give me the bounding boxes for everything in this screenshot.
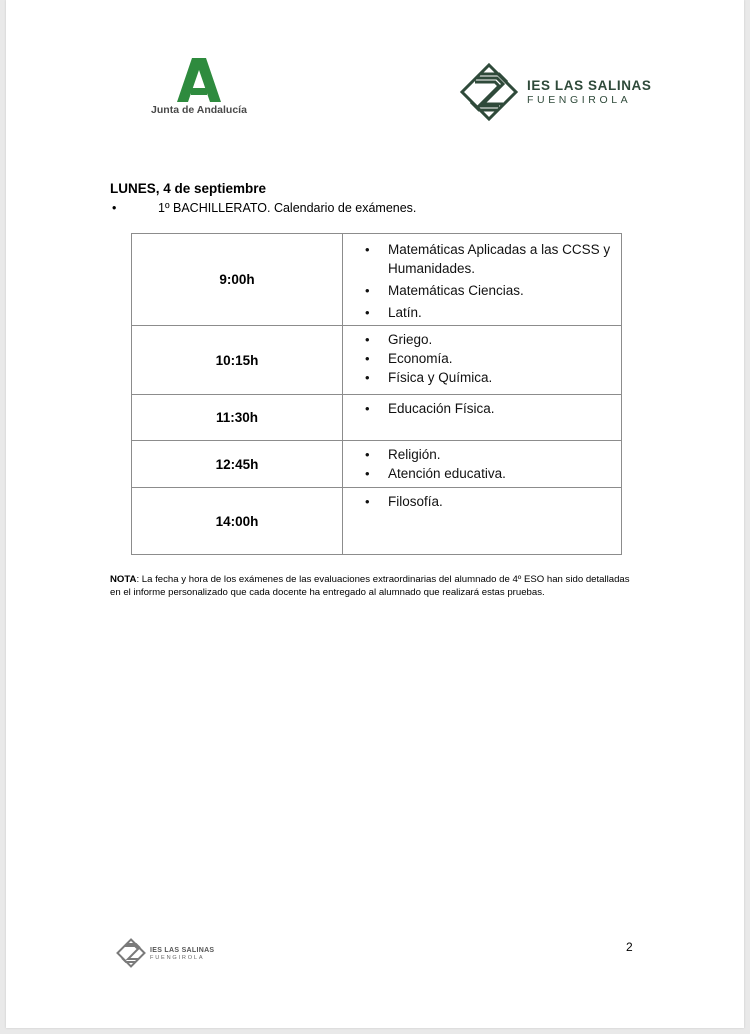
list-item: • Economía. bbox=[343, 349, 621, 368]
subjects-cell bbox=[343, 488, 622, 555]
note-paragraph bbox=[110, 574, 630, 599]
time-cell: 9:00h bbox=[132, 234, 343, 326]
subject-list bbox=[343, 326, 621, 390]
time-cell: 11:30h bbox=[132, 395, 343, 441]
time-cell: 12:45h bbox=[132, 441, 343, 488]
time-cell: 14:00h bbox=[132, 488, 343, 555]
subject-list bbox=[343, 441, 621, 486]
junta-a-icon bbox=[177, 58, 221, 102]
list-item: • Educación Física. bbox=[343, 399, 621, 418]
table-row bbox=[132, 488, 622, 555]
table-row bbox=[132, 395, 622, 441]
footer-emblem-icon bbox=[116, 938, 146, 968]
footer-logo-name: IES LAS SALINAS bbox=[150, 947, 215, 954]
subject-list bbox=[343, 395, 621, 421]
subject-list bbox=[343, 488, 621, 514]
course-title: 1º BACHILLERATO. Calendario de exámenes. bbox=[158, 201, 417, 215]
list-item: • Filosofía. bbox=[343, 492, 621, 511]
table-row bbox=[132, 441, 622, 488]
junta-logo-text: Junta de Andalucía bbox=[151, 104, 247, 116]
ies-logo-city: FUENGIROLA bbox=[527, 94, 632, 106]
footer-logo-city: FUENGIROLA bbox=[150, 955, 205, 961]
list-item: • Griego. bbox=[343, 330, 621, 349]
table-row bbox=[132, 326, 622, 395]
list-item: • Física y Química. bbox=[343, 368, 621, 387]
document-page bbox=[6, 0, 744, 1028]
day-heading: LUNES, 4 de septiembre bbox=[110, 181, 267, 196]
list-item: • Matemáticas Ciencias. bbox=[343, 281, 621, 300]
subjects-cell bbox=[343, 441, 622, 488]
subjects-cell bbox=[343, 234, 622, 326]
page-number: 2 bbox=[626, 940, 633, 954]
ies-emblem-icon bbox=[459, 62, 519, 122]
subject-list bbox=[343, 234, 621, 325]
note-label: NOTA bbox=[110, 574, 137, 585]
list-item: • Matemáticas Aplicadas a las CCSS y Humanidades. bbox=[343, 240, 621, 278]
subjects-cell bbox=[343, 326, 622, 395]
exam-schedule-table bbox=[131, 233, 622, 555]
list-item: • Religión. bbox=[343, 445, 621, 464]
ies-logo-name: IES LAS SALINAS bbox=[527, 78, 652, 93]
list-item: • Atención educativa. bbox=[343, 464, 621, 483]
subjects-cell bbox=[343, 395, 622, 441]
table-row bbox=[132, 234, 622, 326]
note-text: : La fecha y hora de los exámenes de las evaluaciones extraordinarias del alumnado de 4º ESO han sido detalladas en el informe personalizado que cada docente ha entregado al alumnado que realizará estas pruebas. bbox=[110, 574, 630, 598]
bullet: • bbox=[112, 201, 117, 215]
ies-las-salinas-logo bbox=[459, 62, 652, 124]
junta-andalucia-logo bbox=[144, 58, 254, 122]
list-item: • Latín. bbox=[343, 303, 621, 322]
footer-logo bbox=[116, 938, 226, 972]
time-cell: 10:15h bbox=[132, 326, 343, 395]
